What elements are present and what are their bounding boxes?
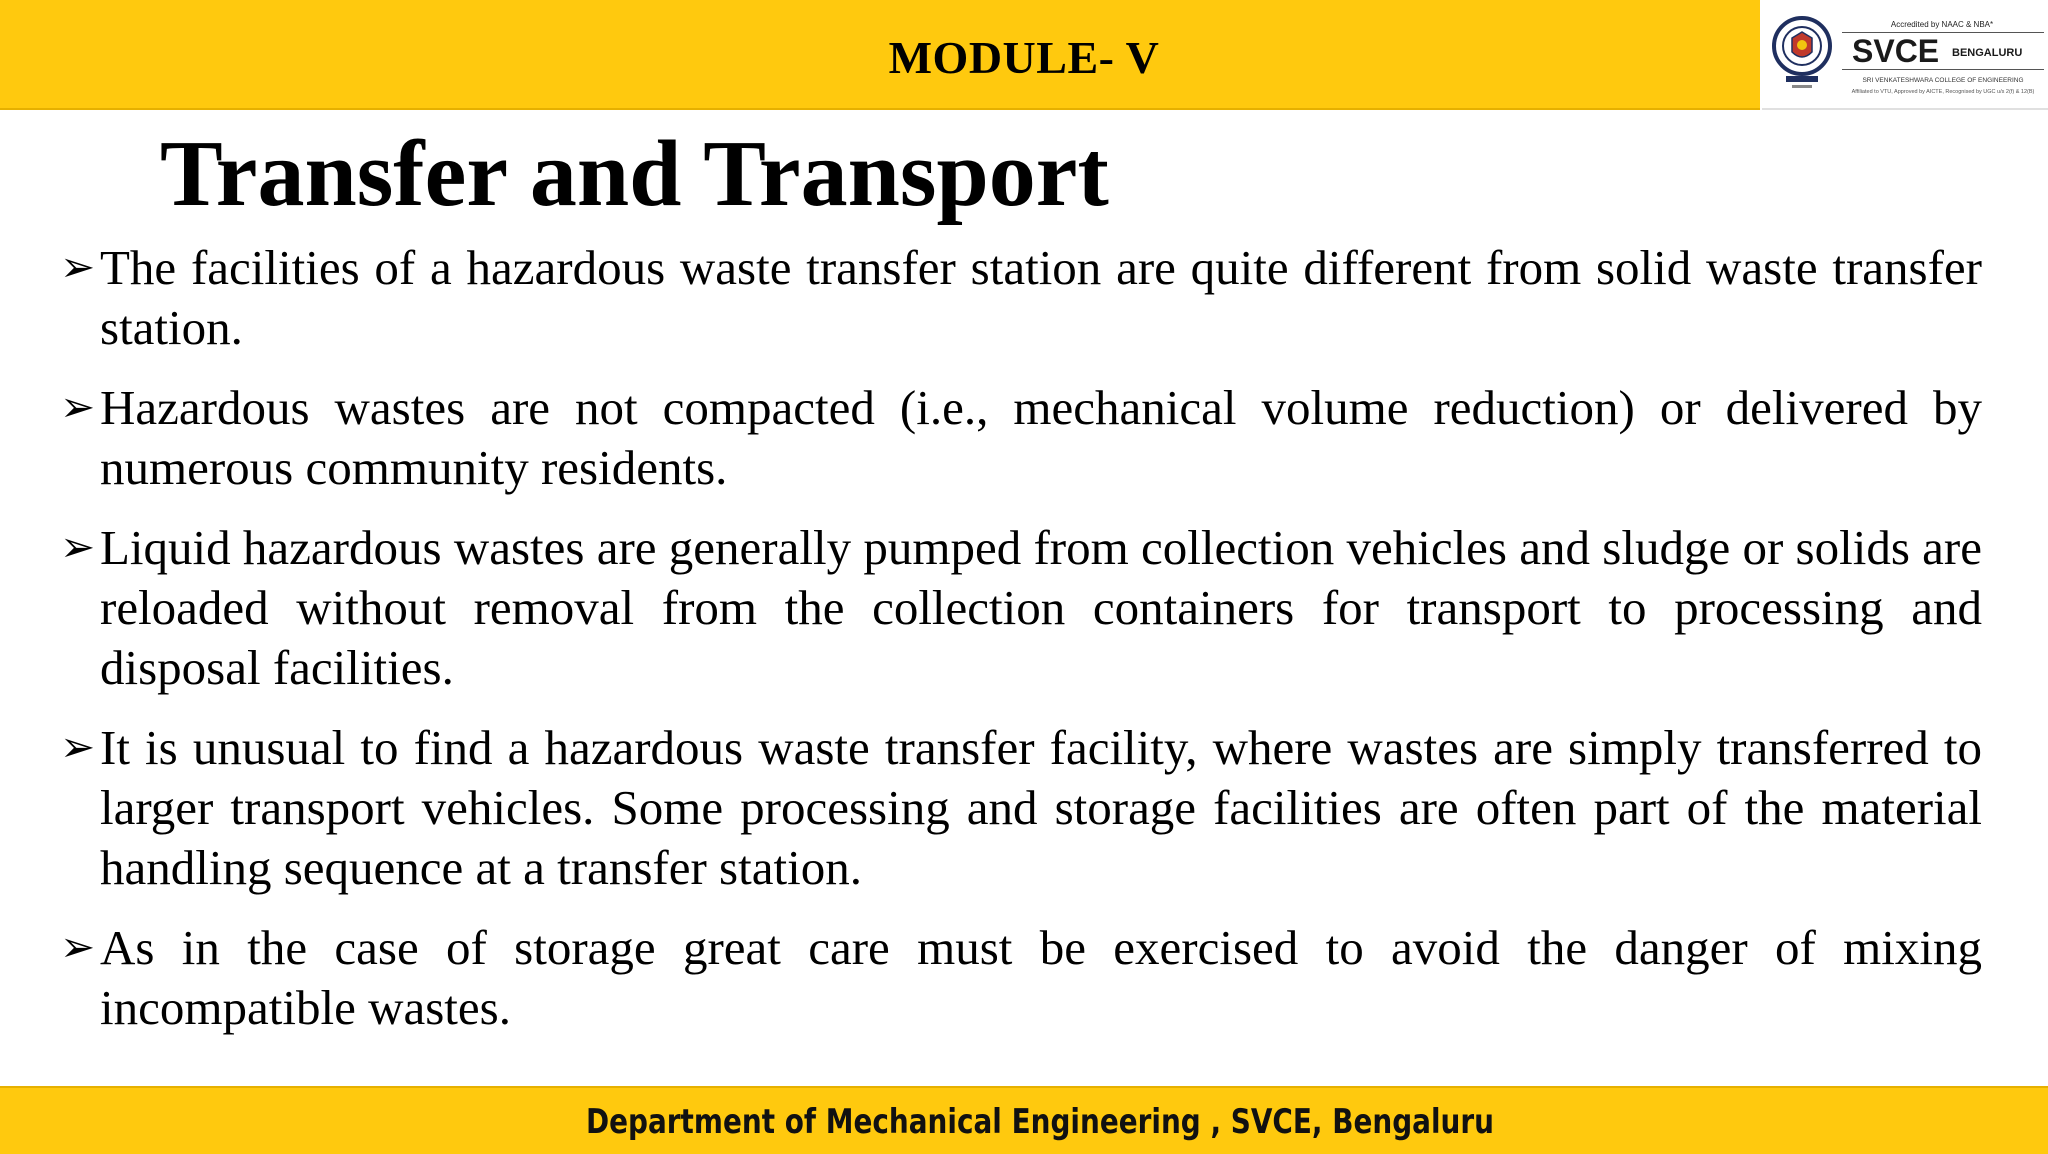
- arrow-bullet-icon: ➢: [60, 725, 96, 771]
- bullet-text: As in the case of storage great care must be exercised to avoid the danger of mixing incompatible wastes.: [100, 920, 1982, 1035]
- arrow-bullet-icon: ➢: [60, 525, 96, 571]
- arrow-bullet-icon: ➢: [60, 385, 96, 431]
- bullet-item: [60, 238, 1982, 358]
- accreditation-text: Accredited by NAAC & NBA*: [1890, 20, 1994, 29]
- logo-brand-name: SVCE: [1852, 33, 1940, 69]
- bullet-item: [60, 518, 1982, 698]
- logo-city: BENGALURU: [1952, 47, 2023, 59]
- slide-title: Transfer and Transport: [160, 122, 1109, 226]
- affiliation-text: Affiliated to VTU, Approved by AICTE, Recognised by UGC u/s 2(f) & 12(B): [1851, 89, 2035, 95]
- bullet-text: It is unusual to find a hazardous waste transfer facility, where wastes are simply transferred to larger transport vehicles. Some processing and storage facilities are often part of the material handling sequence at a transfer station.: [100, 720, 1982, 895]
- bullet-text: The facilities of a hazardous waste transfer station are quite different from solid waste transfer station.: [100, 240, 1982, 355]
- logo-wordmark: [1842, 6, 2044, 102]
- logo-brand: [1842, 32, 2044, 70]
- arrow-bullet-icon: ➢: [60, 925, 96, 971]
- college-seal-icon: [1768, 12, 1836, 94]
- arrow-bullet-icon: ➢: [60, 245, 96, 291]
- module-label: MODULE- V: [888, 32, 1160, 83]
- bullet-item: [60, 718, 1982, 898]
- college-full-name: SRI VENKATESHWARA COLLEGE OF ENGINEERING: [1862, 77, 2024, 84]
- bullet-text: Liquid hazardous wastes are generally pumped from collection vehicles and sludge or solids are reloaded without removal from the collection containers for transport to processing and disposal facilities.: [100, 520, 1982, 695]
- bullet-text: Hazardous wastes are not compacted (i.e., mechanical volume reduction) or delivered by numerous community residents.: [100, 380, 1982, 495]
- bullet-item: [60, 918, 1982, 1038]
- college-logo: [1762, 0, 2048, 110]
- footer-department-text: Department of Mechanical Engineering , SVCE, Bengaluru: [585, 1102, 1494, 1142]
- bullet-item: [60, 378, 1982, 498]
- bullet-list: [60, 238, 1982, 1058]
- footer-bar: [0, 1086, 2048, 1154]
